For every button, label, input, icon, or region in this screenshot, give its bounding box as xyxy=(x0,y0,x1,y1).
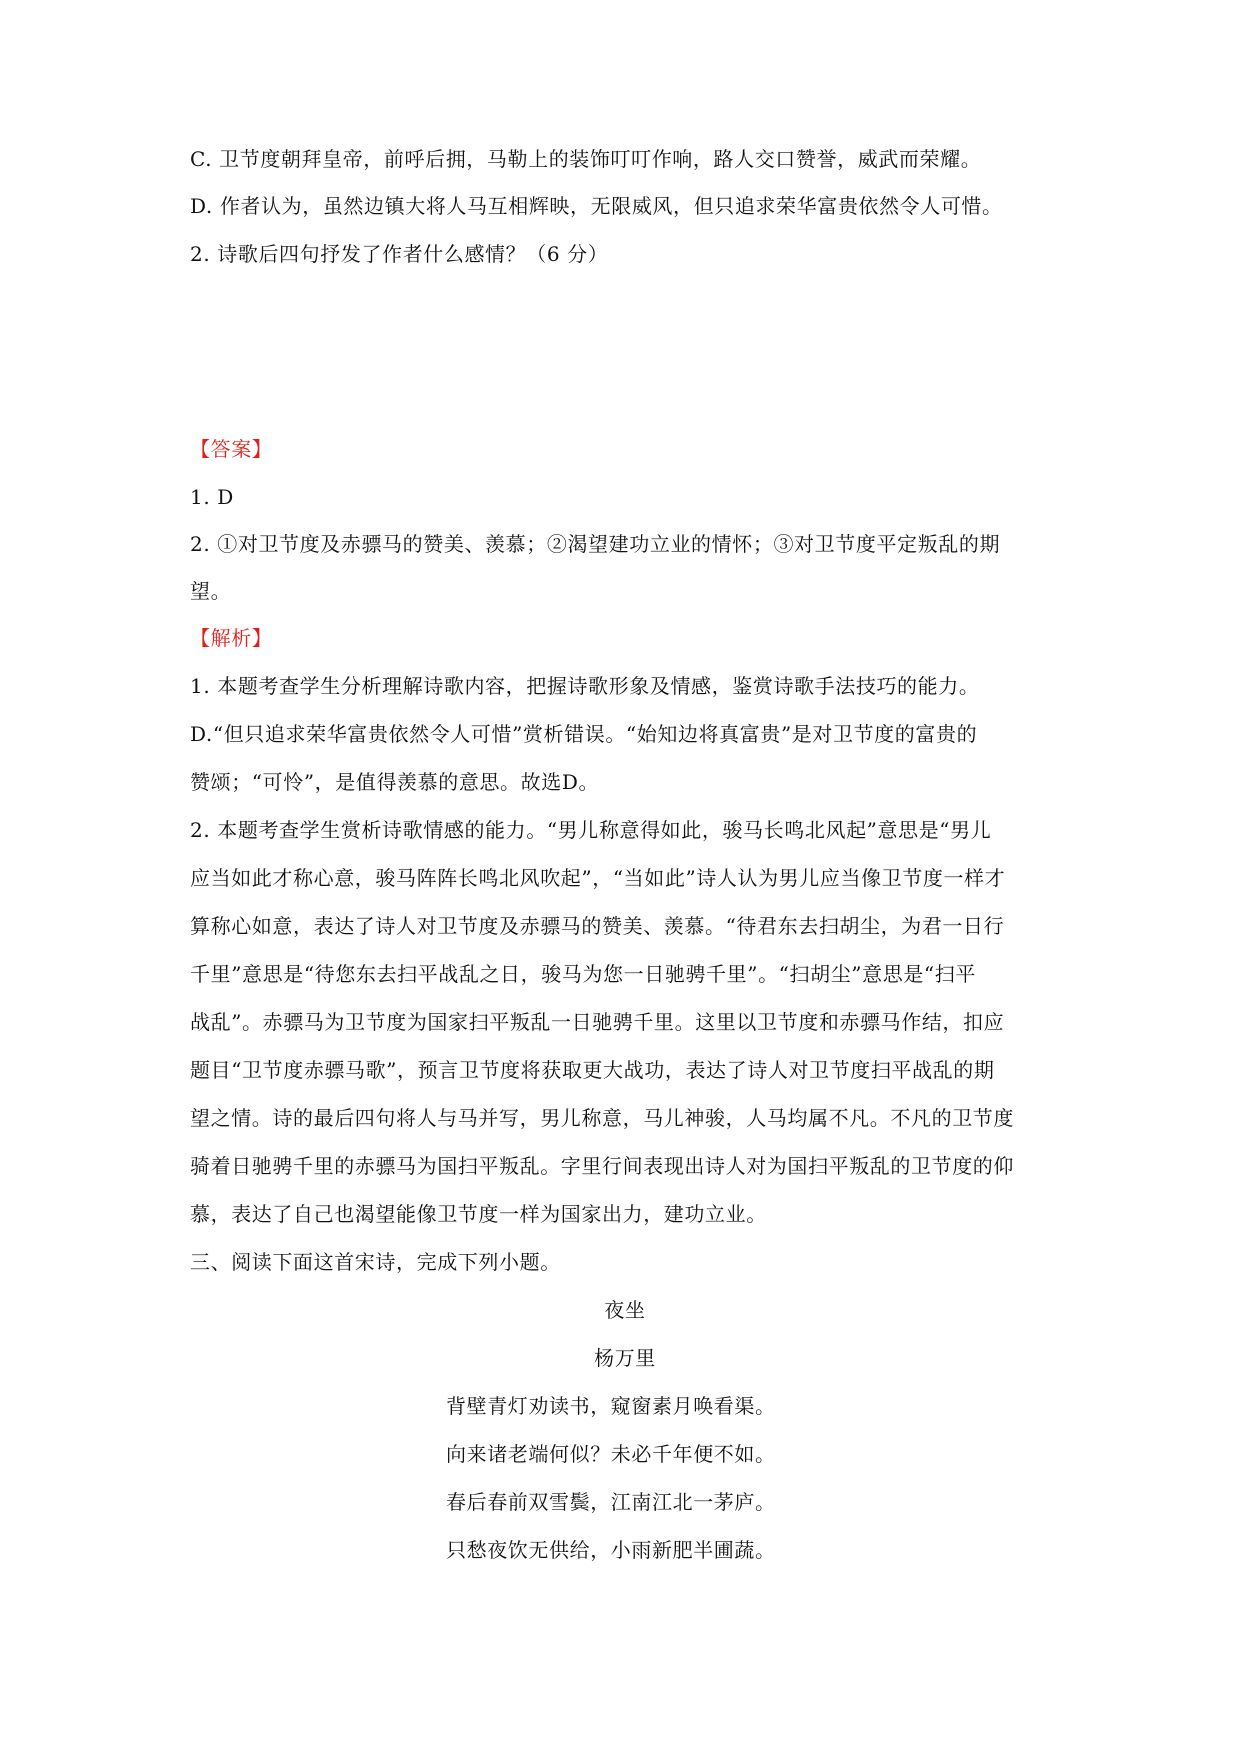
analysis-line: 慕，表达了自己也渴望能像卫节度一样为国家出力，建功立业。 xyxy=(190,1202,767,1226)
section-3-heading: 三、阅读下面这首宋诗，完成下列小题。 xyxy=(190,1250,561,1274)
analysis-line: 1. 本题考查学生分析理解诗歌内容，把握诗歌形象及情感，鉴赏诗歌手法技巧的能力。 xyxy=(190,674,980,698)
analysis-line: 应当如此才称心意，骏马阵阵长鸣北风吹起”，“当如此”诗人认为男儿应当像卫节度一样才 xyxy=(190,866,1006,890)
analysis-line: 算称心如意，表达了诗人对卫节度及赤骠马的赞美、羡慕。“待君东去扫胡尘，为君一日行 xyxy=(190,914,1005,938)
poem-line: 只愁夜饮无供给，小雨新肥半圃蔬。 xyxy=(446,1538,776,1562)
poem-line: 背壁青灯劝读书，窥窗素月唤看渠。 xyxy=(446,1394,776,1418)
answer-heading: 【答案】 xyxy=(190,437,273,461)
analysis-line: 望之情。诗的最后四句将人与马并写，男儿称意，马儿神骏，人马均属不凡。不凡的卫节度 xyxy=(190,1106,1014,1130)
analysis-line: 赞颂；“可怜”，是值得羡慕的意思。故选D。 xyxy=(190,770,600,794)
poem-title: 夜坐 xyxy=(604,1298,646,1322)
option-c: C. 卫节度朝拜皇帝，前呼后拥，马勒上的装饰叮叮作响，路人交口赞誉，威武而荣耀。 xyxy=(190,147,982,171)
analysis-heading: 【解析】 xyxy=(190,626,273,650)
poem-line: 向来诸老端何似？未必千年便不如。 xyxy=(446,1442,776,1466)
analysis-line: D.“但只追求荣华富贵依然令人可惜”赏析错误。“始知边将真富贵”是对卫节度的富贵的 xyxy=(190,722,978,746)
analysis-line: 千里”意思是“待您东去扫平战乱之日，骏马为您一日驰骋千里”。“扫胡尘”意思是“扫平 xyxy=(190,962,976,986)
analysis-line: 题目“卫节度赤骠马歌”，预言卫节度将获取更大战功，表达了诗人对卫节度扫平战乱的期 xyxy=(190,1058,995,1082)
poem-author: 杨万里 xyxy=(594,1346,656,1370)
answer-2-line-2: 望。 xyxy=(190,579,232,603)
poem-line: 春后春前双雪鬓，江南江北一茅庐。 xyxy=(446,1490,776,1514)
analysis-line: 2. 本题考查学生赏析诗歌情感的能力。“男儿称意得如此，骏马长鸣北风起”意思是“男儿 xyxy=(190,818,992,842)
question-2: 2. 诗歌后四句抒发了作者什么感情？（6 分） xyxy=(190,242,609,266)
analysis-line: 战乱”。赤骠马为卫节度为国家扫平叛乱一日驰骋千里。这里以卫节度和赤骠马作结，扣应 xyxy=(190,1010,1005,1034)
answer-2-line-1: 2. ①对卫节度及赤骠马的赞美、羡慕；②渴望建功立业的情怀；③对卫节度平定叛乱的期 xyxy=(190,532,1001,556)
option-d: D. 作者认为，虽然边镇大将人马互相辉映，无限威风，但只追求荣华富贵依然令人可惜。 xyxy=(190,194,1003,218)
analysis-line: 骑着日驰骋千里的赤骠马为国扫平叛乱。字里行间表现出诗人对为国扫平叛乱的卫节度的仰 xyxy=(190,1154,1014,1178)
answer-1: 1. D xyxy=(190,485,234,509)
